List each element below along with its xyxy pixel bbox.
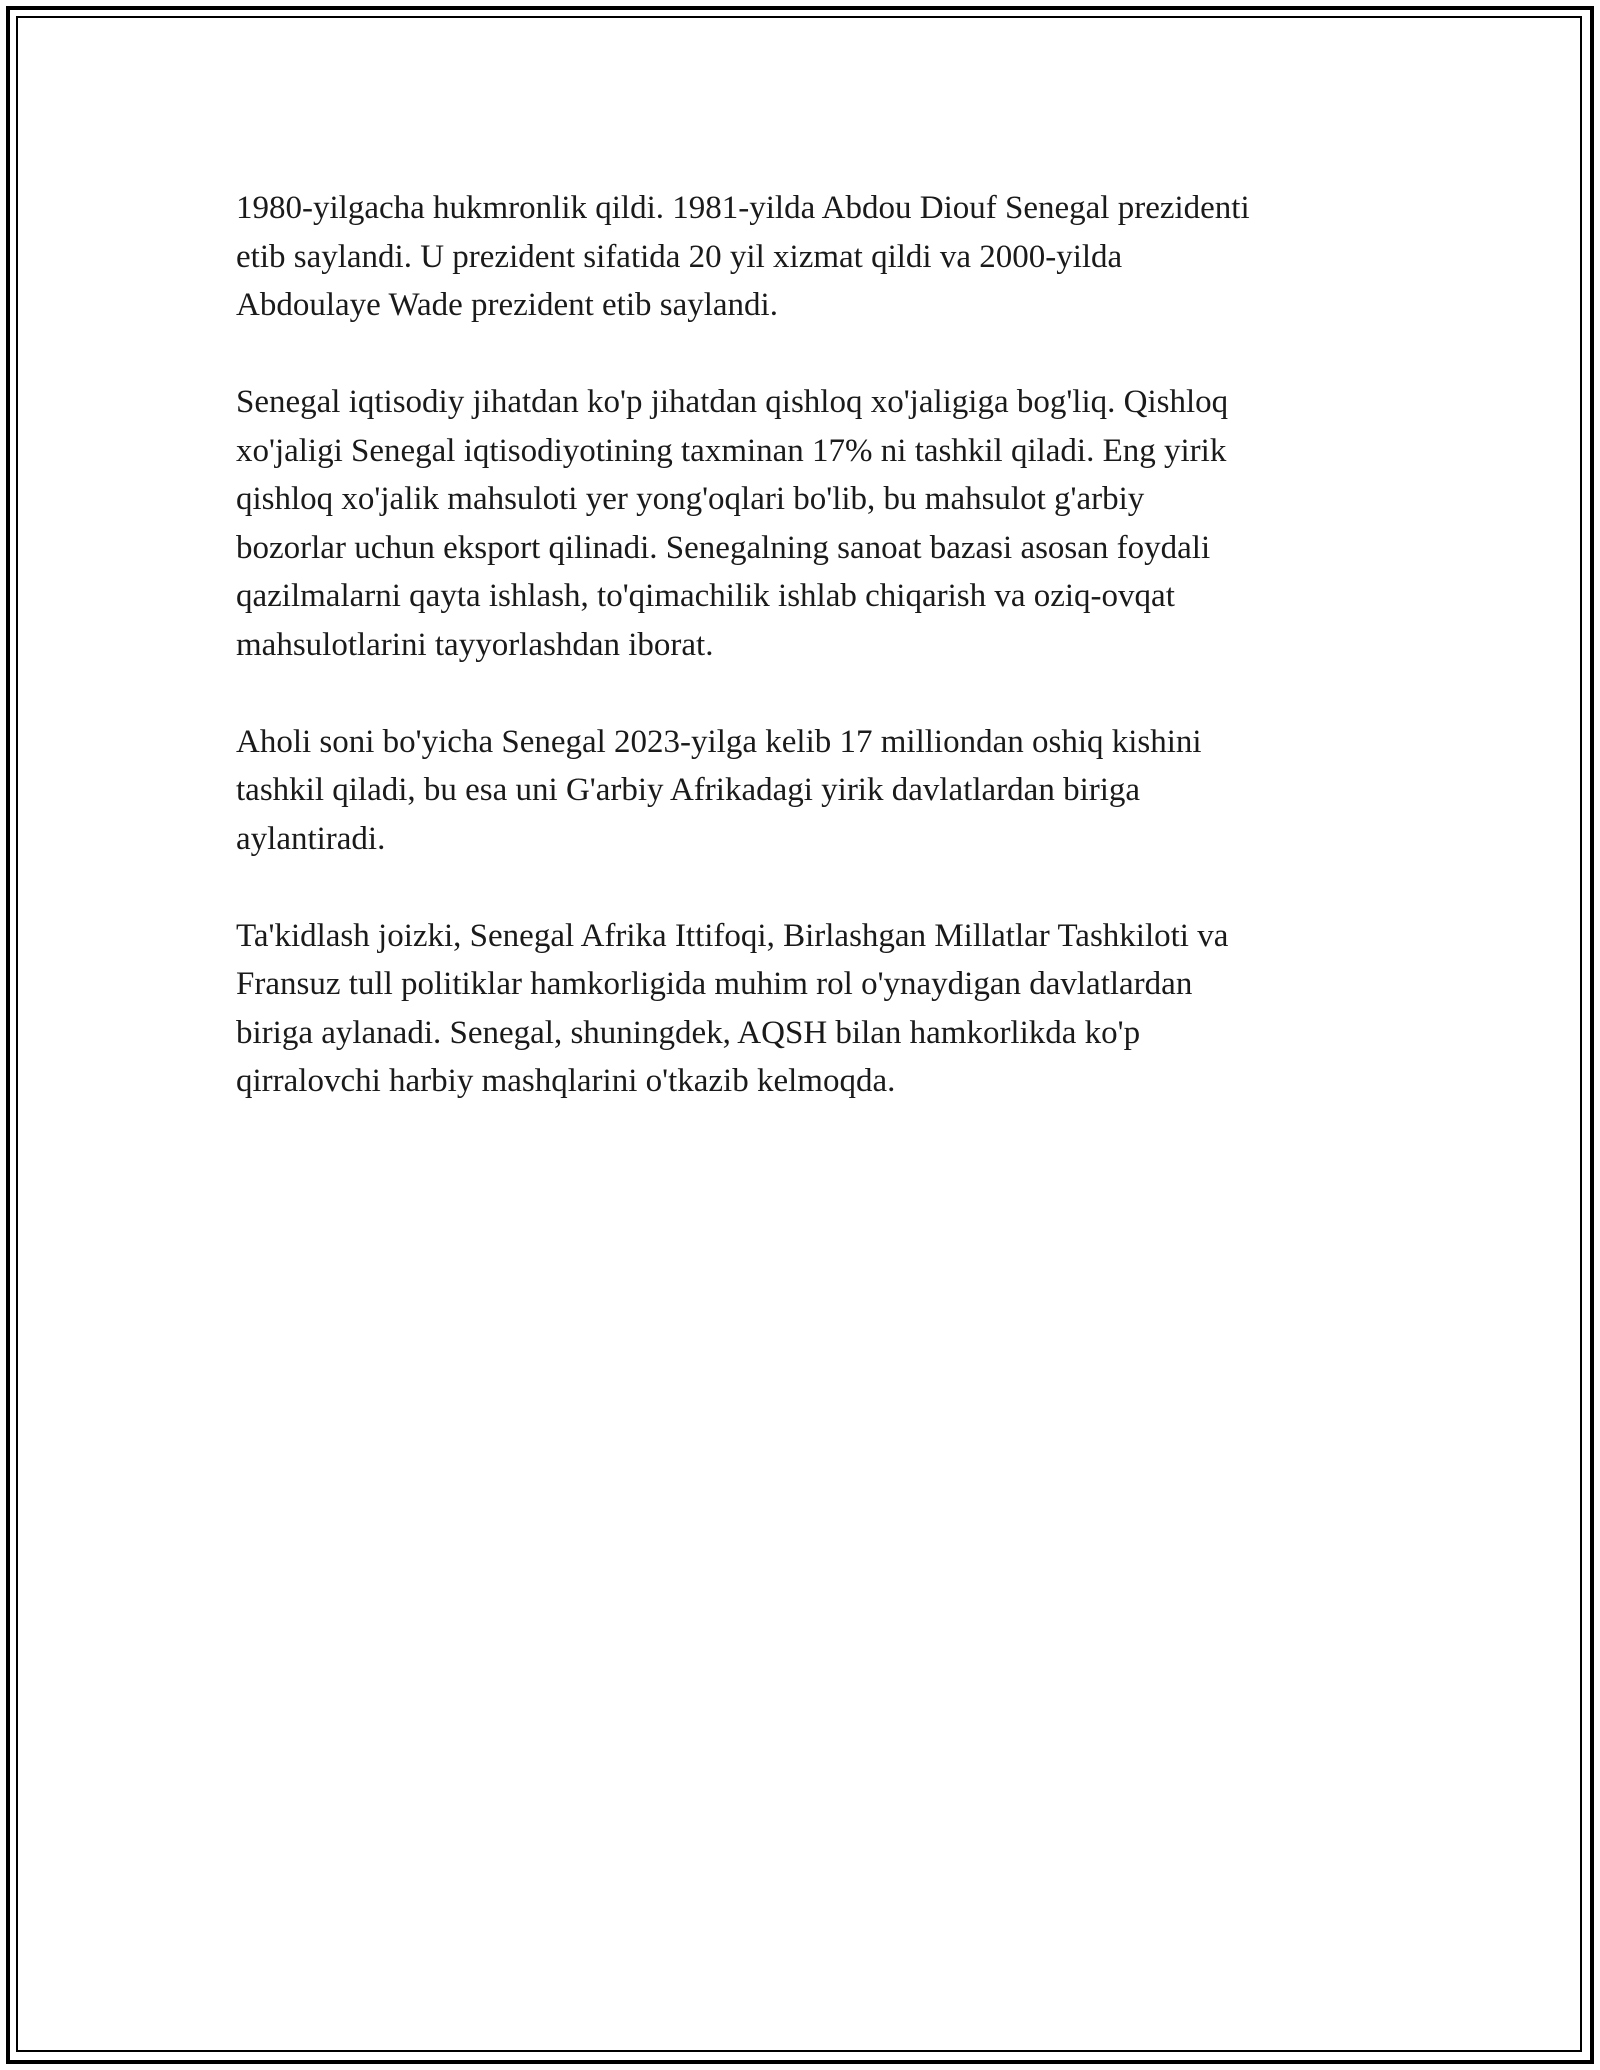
text-line: biriga aylanadi. Senegal, shuningdek, AQSH bilan hamkorlikda ko'p bbox=[236, 1014, 1141, 1051]
text-line: Senegal iqtisodiy jihatdan ko'p jihatdan qishloq xo'jaligiga bog'liq. Qishloq bbox=[236, 384, 1229, 420]
text-line: Ta'kidlash joizki, Senegal Afrika Ittifoqi, Birlashgan Millatlar Tashkiloti va bbox=[236, 917, 1229, 954]
paragraph-economy bbox=[236, 378, 1396, 669]
paragraph-population bbox=[236, 718, 1396, 864]
text-line: bozorlar uchun eksport qilinadi. Senegalning sanoat bazasi asosan foydali bbox=[236, 529, 1211, 566]
text-line: qirralovchi harbiy mashqlarini o'tkazib kelmoqda. bbox=[236, 1063, 896, 1099]
text-line: 1980-yilgacha hukmronlik qildi. 1981-yilda Abdou Diouf Senegal prezidenti bbox=[236, 190, 1250, 226]
text-line: qazilmalarni qayta ishlash, to'qimachilik ishlab chiqarish va oziq-ovqat bbox=[236, 578, 1175, 614]
text-line: mahsulotlarini tayyorlashdan iborat. bbox=[236, 626, 714, 663]
text-line: xo'jaligi Senegal iqtisodiyotining taxminan 17% ni tashkil qiladi. Eng yirik bbox=[236, 432, 1227, 469]
text-line: etib saylandi. U prezident sifatida 20 yil xizmat qildi va 2000-yilda bbox=[236, 238, 1123, 275]
text-line: Aholi soni bo'yicha Senegal 2023-yilga kelib 17 milliondan oshiq kishini bbox=[236, 723, 1202, 760]
paragraph-politics bbox=[236, 184, 1396, 330]
text-line: aylantiradi. bbox=[236, 820, 386, 857]
document-body bbox=[236, 184, 1396, 1154]
text-line: Fransuz tull politiklar hamkorligida muhim rol o'ynaydigan davlatlardan bbox=[236, 966, 1193, 1002]
text-line: tashkil qiladi, bu esa uni G'arbiy Afrikadagi yirik davlatlardan biriga bbox=[236, 772, 1141, 808]
paragraph-international bbox=[236, 912, 1396, 1106]
text-line: qishloq xo'jalik mahsuloti yer yong'oqlari bo'lib, bu mahsulot g'arbiy bbox=[236, 481, 1145, 517]
text-line: Abdoulaye Wade prezident etib saylandi. bbox=[236, 287, 778, 323]
